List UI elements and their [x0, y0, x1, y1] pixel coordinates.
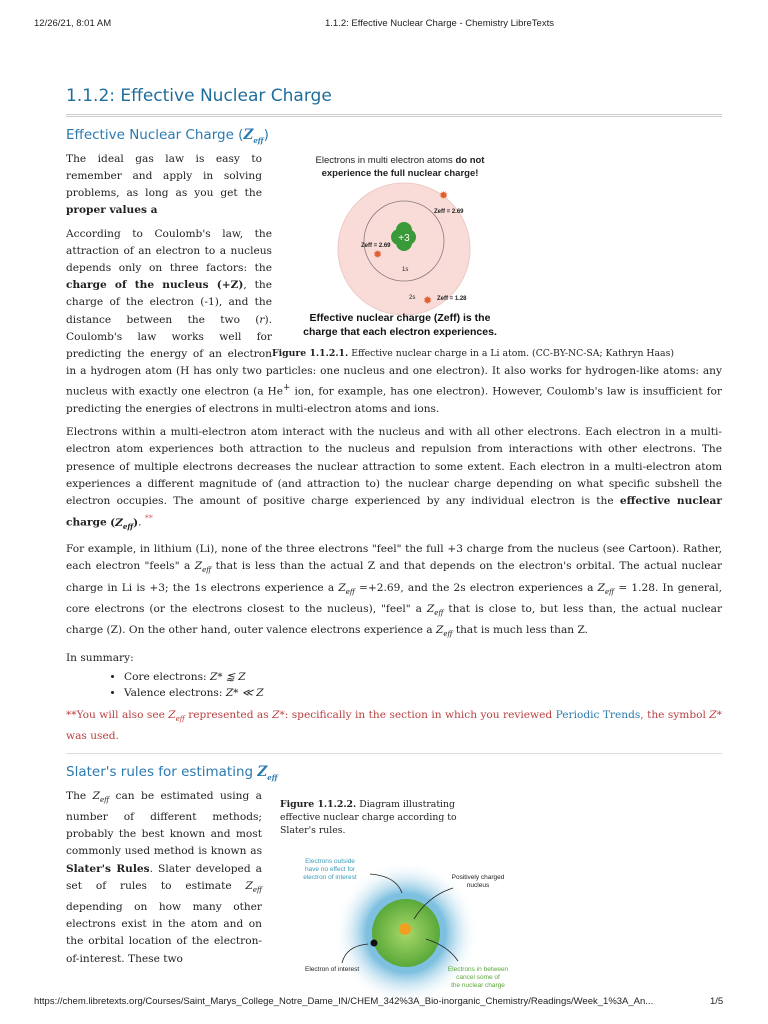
summary-item-core: • Core electrons: Z* ⪅ Z [124, 669, 722, 685]
svg-text:Electrons outsidehave no effec: Electrons outside have no effect for electron of interest [303, 857, 357, 881]
text: depending on how many other electrons exist in the atom and on the orbital location of the electron-of-interest. These two [66, 901, 262, 965]
text: was used. [66, 729, 119, 742]
text: ). Coulomb's law works well for predicting the energy of an electron in a hydrogen atom (H has only two particles: one nucleus and one electron). It also works for hydrogen-like atoms: any nucleus with exactly one electron (a He [66, 313, 722, 398]
page-title: 1.1.2: Effective Nuclear Charge [66, 82, 722, 117]
text: Electrons within a multi-electron atom interact with the nucleus and with all other electrons. Each electron in a multi-electron atom experiences both attraction to the nucleus and repulsion from interactions with other electrons. The presence of multiple electrons decreases the nuclear attraction to some extent. Each electron in a multi-electron atom experiences a different magnitude of (and attraction to) the nuclear charge depending on what specific subshell the electron occupies. The amount of positive charge experienced by any individual electron is the [66, 426, 722, 508]
heading-text: Slater's rules for estimating [66, 763, 254, 780]
figure-2-caption [280, 798, 472, 837]
text: , the symbol [640, 708, 706, 721]
slater-diagram [278, 841, 540, 1001]
math-z: Z [243, 127, 254, 143]
svg-text:✹: ✹ [373, 247, 383, 261]
text: According to Coulomb's law, the attraction of an electron to a nucleus depends only on three factors: the [66, 227, 272, 274]
svg-text:charge that each electron expe: charge that each electron experiences. [303, 325, 497, 338]
divider [66, 753, 722, 754]
page-number: 1/5 [710, 996, 724, 1007]
text: =+2.69, and the 2s electron experiences a [359, 581, 594, 594]
li-atom-diagram [284, 151, 516, 347]
math-sub: eff [267, 772, 278, 782]
caption-text: Effective nuclear charge in a Li atom. (CC-BY-NC-SA; Kathryn Haas) [351, 347, 674, 359]
text: The ideal gas law is easy to remember and apply in solving problems, as long as you get the [66, 152, 262, 200]
paragraph-ideal-gas [66, 151, 262, 220]
print-header [0, 18, 768, 32]
paragraph-slater: The $Z_{eff}$ can be estimated using a number of different methods; probably the best known and most commonly used method is known as Slater's Rules. Slater developed a set of rules to estimate $Z_{eff}$ depending on how many other electrons exist in the atom and on the orbital location of the electron-of-interest. These two [66, 789, 262, 965]
svg-text:✹: ✹ [423, 293, 433, 307]
svg-text:Electrons in betweencancel som: Electrons in between cancel some of the nuclear charge [447, 965, 509, 989]
bold-text: Slater's Rules [66, 862, 150, 875]
summary-item-valence: • Valence electrons: Z* ≪ Z [124, 685, 722, 701]
svg-text:experience the full nuclear ch: experience the full nuclear charge! [321, 167, 479, 179]
math-sub: eff [253, 135, 264, 145]
paragraph-lithium-example: For example, in lithium (Li), none of the three electrons "feel" the full +3 charge from the nucleus (see Cartoon). Rather, each electron "feels" a $Z_{eff}$ that is less than the actual Z and that depends on the electron's orbital. The actual nuclear charge in Li is +3; the 1s electrons experience a $Z_{eff} =+2.69$, and the 2s electron experiences a $Z_{eff} = 1.28$. In general, core electrons (or the electrons closest to the nucleus), "feel" a $Z_{eff}$ that is close to, but less than, the actual nuclear charge (Z). On the other hand, outer valence electrons experience a $Z_{eff}$ that is much less than Z. [66, 543, 723, 639]
svg-text:Effective nuclear charge (Zeff: Effective nuclear charge (Zeff) is the [309, 311, 491, 324]
svg-text:Zeff = 1.28: Zeff = 1.28 [437, 295, 467, 302]
svg-text:+3: +3 [398, 232, 410, 244]
heading-close: ) [263, 127, 269, 143]
svg-text:Electrons in multi electron at: Electrons in multi electron atoms do not [315, 154, 485, 166]
text: **You will also see [66, 708, 165, 721]
print-url: https://chem.libretexts.org/Courses/Saint_Marys_College_Notre_Dame_IN/CHEM_342%3A_Bio-inorganic_Chemistry/Readings/Week_1%3A_An... [34, 996, 654, 1007]
section-heading-slaters-rules [66, 764, 722, 782]
sup: + [283, 383, 291, 394]
text: ion, for example, has one electron). However, Coulomb's law is insufficient for predicting the energies of electrons in multi-electron atoms and ions. [66, 385, 722, 416]
text: . Slater developed a set of rules to estimate [66, 862, 262, 892]
caption-label: Figure 1.1.2.1. [272, 347, 349, 359]
bold-text: effective nuclear charge [66, 495, 722, 529]
paragraph-multi-electron: Electrons within a multi-electron atom interact with the nucleus and with all other electrons. Each electron in a multi-electron atom experiences both attraction to the nucleus and repulsion from interactions with other electrons. The presence of multiple electrons decreases the nuclear attraction to some extent. Each electron in a multi-electron atom experiences a different magnitude of (and attraction to) the nuclear charge depending on what specific subshell the electron occupies. The amount of positive charge experienced by any individual electron is the effective nuclear charge $(Z_{eff})$. ** [66, 426, 722, 531]
text: = 1.28. In general, core electrons (or the electrons closest to the nucleus), "feel" a [66, 581, 722, 615]
svg-text:Positively chargednucleus: Positively charged nucleus [451, 873, 505, 889]
svg-text:2s: 2s [409, 294, 416, 301]
math-r: r [259, 313, 265, 326]
section-heading-effective-nuclear-charge [66, 127, 722, 145]
svg-text:Zeff = 2.69: Zeff = 2.69 [361, 242, 391, 249]
svg-text:Electron of interest: Electron of interest [305, 965, 360, 973]
text: , the charge of the electron (-1), and the distance between the two ( [66, 279, 272, 326]
math-z: Z [257, 763, 268, 780]
text: that is close to, but less than, the actual nuclear charge (Z). On the other hand, outer valence electrons experience a [66, 602, 723, 637]
figure-1-caption [272, 347, 722, 360]
footnote: **You will also see $Z_{eff}$ represented as Z*: specifically in the section in which you reviewed Periodic Trends, the symbol Z* was used. [66, 708, 722, 742]
print-datetime: 12/26/21, 8:01 AM [34, 18, 112, 29]
text: For example, in lithium (Li), none of the three electrons "feel" the full +3 charge from the nucleus (see Cartoon). Rather, each electron "feels" a [66, 543, 722, 573]
caption-label: Figure 1.1.2.2. [280, 798, 357, 810]
svg-text:1s: 1s [402, 266, 409, 273]
bold-text: charge of the nucleus (+Z) [66, 279, 244, 292]
summary-label: In summary: [66, 651, 134, 664]
article [66, 82, 722, 1001]
figure-1 [272, 151, 722, 360]
caption-text: Diagram illustrating effective nuclear charge according to Slater's rules. [280, 798, 457, 836]
bold-text: proper values a [66, 204, 158, 217]
text: : specifically in the section in which you reviewed [284, 708, 553, 721]
svg-text:Zeff = 2.69: Zeff = 2.69 [434, 208, 464, 215]
periodic-trends-link[interactable]: Periodic Trends [555, 708, 641, 721]
fig1-title: Electrons in multi electron atoms [315, 154, 453, 166]
print-doc-title: 1.1.2: Effective Nuclear Charge - Chemistry LibreTexts [325, 18, 554, 29]
math-zstar: Z* [709, 708, 722, 721]
text: The [66, 789, 87, 802]
text: that is much less than Z. [455, 624, 589, 637]
text: can be estimated using a number of different methods; probably the best known and most commonly used method is known as [66, 789, 262, 858]
text: represented as [188, 708, 269, 721]
svg-text:✹: ✹ [439, 188, 449, 202]
footnote-marker: ** [144, 514, 153, 524]
text: that is less than the actual Z and that depends on the electron's orbital. The actual nuclear charge in Li is +3; the 1s electrons experience a [66, 560, 723, 594]
heading-text: Effective Nuclear Charge ( [66, 127, 244, 143]
summary-list [66, 669, 722, 701]
math-zstar: Z* [272, 708, 285, 721]
